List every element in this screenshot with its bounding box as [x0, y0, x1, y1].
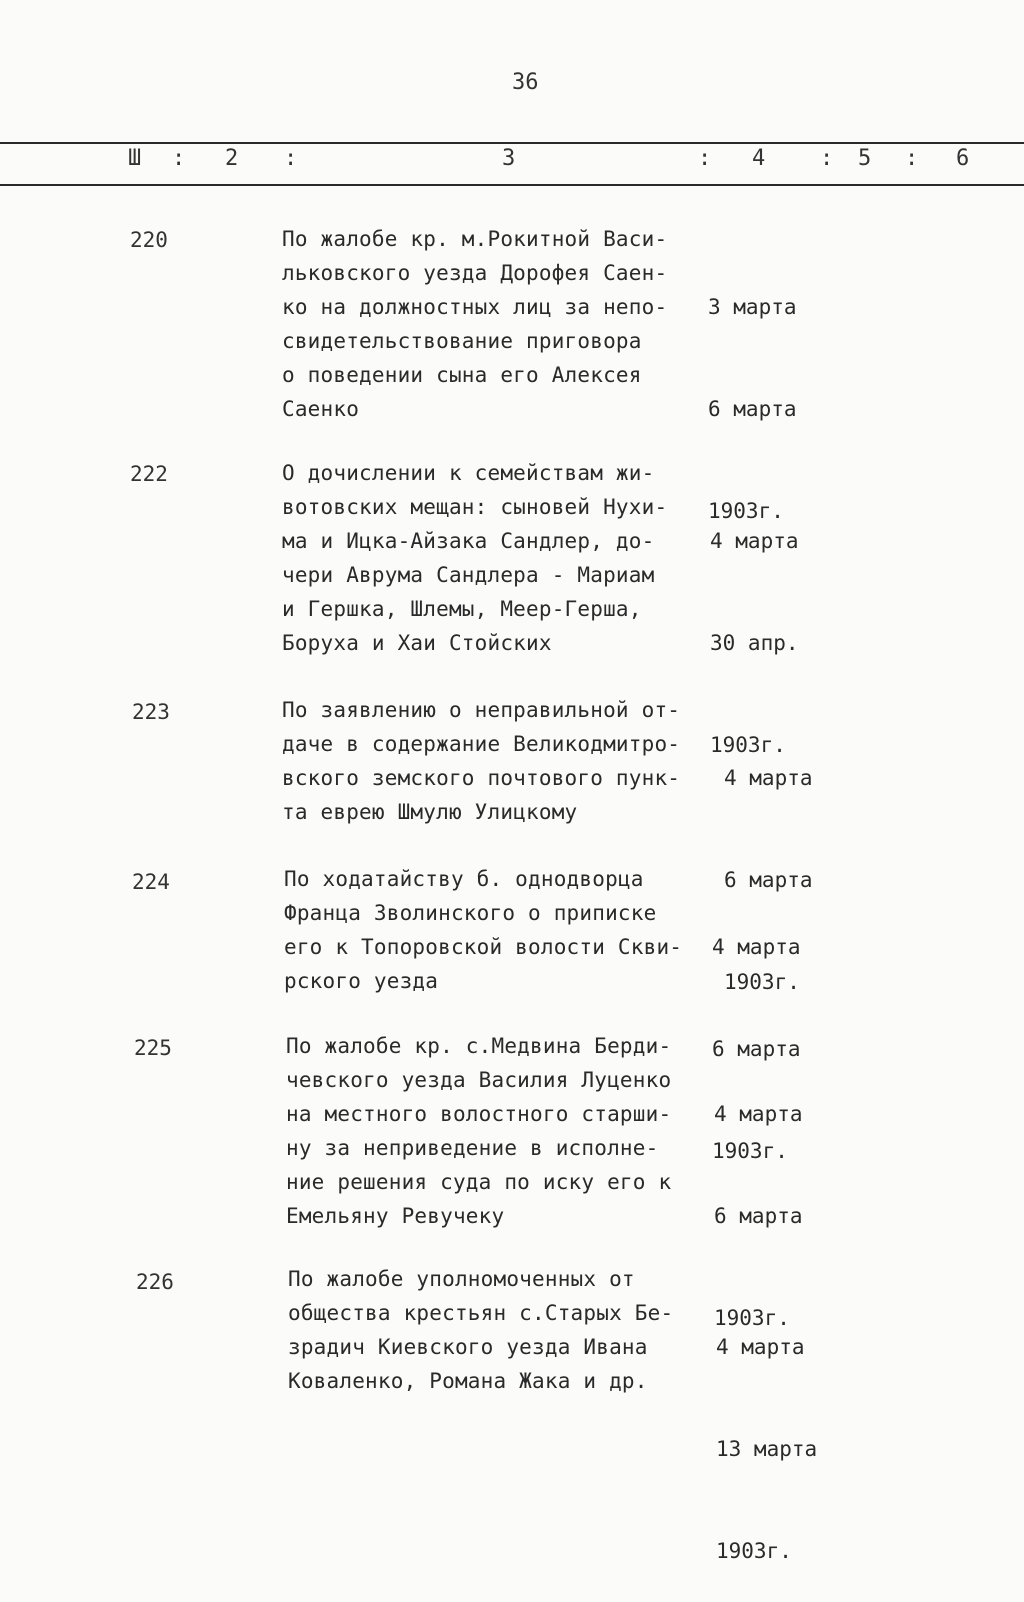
start-date: 4 марта — [712, 935, 801, 959]
entry-dates — [716, 1262, 817, 1602]
entry-number: 222 — [130, 462, 168, 486]
entry-text-line: Боруха и Хаи Стойских — [282, 631, 552, 655]
entry-description — [282, 456, 667, 660]
header-top-rule — [0, 142, 1024, 144]
entry-text-line: общества крестьян с.Старых Бе- — [288, 1301, 674, 1325]
column-header-row — [0, 146, 1024, 178]
header-bottom-rule — [0, 184, 1024, 186]
entry-text-line: чевского уезда Василия Луценко — [286, 1068, 672, 1092]
end-date: 6 марта — [708, 397, 797, 421]
entry-text-line: рского уезда — [284, 969, 439, 993]
page-number: 36 — [512, 70, 539, 95]
entry-description — [282, 693, 680, 829]
entry-text-line: По жалобе уполномоченных от — [288, 1267, 635, 1291]
entry-number: 224 — [132, 870, 170, 894]
column-separator: : — [698, 146, 712, 171]
start-date: 4 марта — [714, 1102, 803, 1126]
column-header-2: 2 — [225, 146, 239, 171]
column-header-3: 3 — [502, 146, 516, 171]
entry-number: 223 — [132, 700, 170, 724]
year: 1903г. — [710, 733, 786, 757]
end-date: 30 апр. — [710, 631, 799, 655]
entry-text-line: О дочислении к семействам жи- — [282, 461, 655, 485]
entry-text-line: даче в содержание Великодмитро- — [282, 732, 681, 756]
entry-description — [288, 1262, 673, 1398]
entry-text-line: зрадич Киевского уезда Ивана — [288, 1335, 648, 1359]
year: 1903г. — [724, 970, 800, 994]
start-date: 4 марта — [710, 529, 799, 553]
entry-text-line: его к Топоровской волости Скви- — [284, 935, 683, 959]
entry-text-line: вского земского почтового пунк- — [282, 766, 681, 790]
column-header-5: 5 — [858, 146, 872, 171]
entry-text-line: По заявлению о неправильной от- — [282, 698, 681, 722]
column-header-1: Ш — [128, 146, 142, 171]
entry-number: 225 — [134, 1036, 172, 1060]
start-date: 4 марта — [724, 766, 813, 790]
column-header-6: 6 — [956, 146, 970, 171]
entry-text-line: ко на должностных лиц за непо- — [282, 295, 668, 319]
entry-text-line: ма и Ицка-Айзака Сандлер, до- — [282, 529, 655, 553]
year: 1903г. — [714, 1306, 790, 1330]
end-date: 6 марта — [712, 1037, 801, 1061]
entry-text-line: и Гершка, Шлемы, Меер-Герша, — [282, 597, 642, 621]
column-separator: : — [905, 146, 919, 171]
entry-text-line: о поведении сына его Алексея — [282, 363, 642, 387]
entry-description — [284, 862, 682, 998]
column-separator: : — [820, 146, 834, 171]
year: 1903г. — [712, 1139, 788, 1163]
entry-text-line: ние решения суда по иску его к — [286, 1170, 672, 1194]
entry-text-line: Саенко — [282, 397, 360, 421]
entry-number: 226 — [136, 1270, 174, 1294]
entry-text-line: По жалобе кр. м.Рокитной Васи- — [282, 227, 668, 251]
column-separator: : — [284, 146, 298, 171]
entry-text-line: вотовских мещан: сыновей Нухи- — [282, 495, 668, 519]
entry-text-line: свидетельствование приговора — [282, 329, 642, 353]
start-date: 3 марта — [708, 295, 797, 319]
entry-text-line: на местного волостного старши- — [286, 1102, 672, 1126]
entry-text-line: чери Аврума Сандлера - Мариам — [282, 563, 655, 587]
entry-text-line: По жалобе кр. с.Медвина Берди- — [286, 1034, 672, 1058]
start-date: 4 марта — [716, 1335, 805, 1359]
entry-description — [286, 1029, 671, 1233]
end-date: 6 марта — [714, 1204, 803, 1228]
entry-text-line: По ходатайству б. однодворца — [284, 867, 644, 891]
year: 1903г. — [716, 1539, 792, 1563]
end-date: 6 марта — [724, 868, 813, 892]
column-header-4: 4 — [752, 146, 766, 171]
entry-text-line: ну за неприведение в исполне- — [286, 1136, 659, 1160]
column-separator: : — [172, 146, 186, 171]
year: 1903г. — [708, 499, 784, 523]
entry-text-line: льковского уезда Дорофея Саен- — [282, 261, 668, 285]
entry-text-line: та еврею Шмулю Улицкому — [282, 800, 578, 824]
entry-number: 220 — [130, 228, 168, 252]
entry-text-line: Франца Зволинского о приписке — [284, 901, 657, 925]
end-date: 13 марта — [716, 1437, 818, 1461]
entry-description — [282, 222, 667, 426]
entry-text-line: Емельяну Ревучеку — [286, 1204, 505, 1228]
entry-text-line: Коваленко, Романа Жака и др. — [288, 1369, 648, 1393]
